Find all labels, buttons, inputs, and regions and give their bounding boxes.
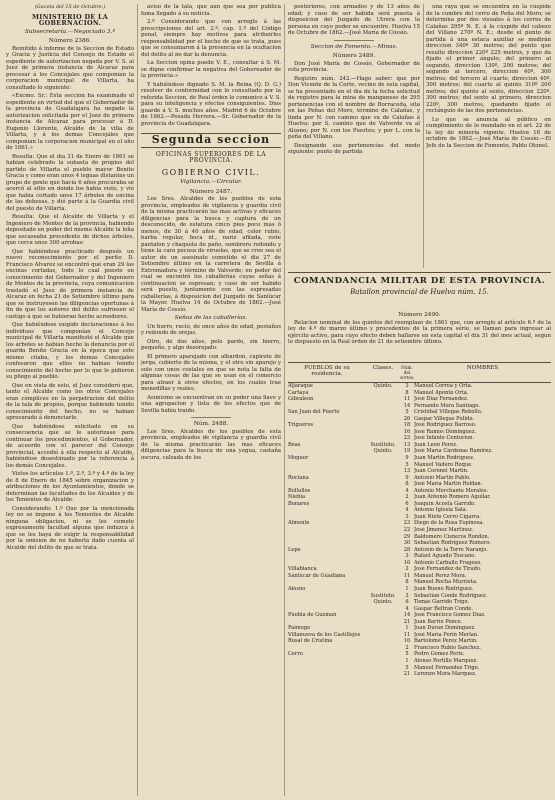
cell-nombre: Baldomero Cisneros Rondon.: [414, 533, 490, 540]
cell-num: 4: [405, 487, 409, 494]
paragraph: Don José María de Cossío, Gobernador de esta provincia.: [288, 60, 420, 73]
cell-nombre: Manuel Vadero Roque.: [414, 461, 473, 468]
cell-num: 9: [405, 455, 409, 462]
paragraph: Registro núm. 242.—Hago saber: que por Don Vicente de la Corte, vecino de esta capital, se ha presentado en el dia de la fecha solicitud de registro para la mina de manganeso de 295 pertenencias con el nombre de Borraceda, sita en las Peñas del Moro, término de Calañas, y linda por N. con camino que va de Calañas á Huelva; por S. camino que de Valverde va al Alosno; por N. con los Puertos; y por L. con la peña del Villano.: [288, 75, 420, 140]
cell-num: 28: [403, 546, 411, 553]
paragraph: Asimismo se encuentran en su poder una llave y una agrupacion y lista de los efectos que de Sevilla habia traido.: [141, 394, 281, 414]
number-heading: Número 2489.: [332, 53, 376, 59]
cell-nombre: Juan Antonio Romero Aguilar.: [414, 494, 491, 501]
paragraph: posteriores, con armados y de 13 años de edad; y caso de ser habida será puesta á disposicion del Juzgado de Utrera con la persona en cuyo poder se encuentre. Huelva 15 de Octubre de 1862.—José María de Cossío.: [288, 4, 420, 36]
cell-nombre: José Francisco Gomez Diaz.: [414, 612, 486, 619]
cell-num: 14: [403, 612, 411, 619]
column-rule: [284, 4, 285, 796]
cell-nombre: Diego de la Rosa Espinosa.: [414, 520, 484, 527]
cell-num: 2: [405, 494, 409, 501]
paragraph: Vistos los artículos 1.º, 2.º, 3.º y 4.º de la ley de 8 de Enero de 1845 sobre organizacion y atribuciones de los Ayuntamientos, donde se determinan las facultades de los Alcaldes y de los Tenientes de Alcalde.: [6, 471, 134, 503]
column-3: [288, 4, 420, 268]
cell-nombre: Antonio Merchante Morales.: [414, 487, 489, 494]
paragraph: Remitido á informe de la Seccion de Estado y Gracia y Justicia del Consejo de Estado el espediente de autorizacion negada por V. S. al Juez de primera instancia de Alcaraz para procesar á los Concejales que componian la corporacion municipal de Villarta, ha consultado lo siguiente:: [6, 45, 134, 91]
cell-num: 2: [405, 644, 409, 651]
cell-nombre: Juan Martin Rodriguez.: [414, 455, 475, 462]
cell-pueblo: Niebla: [288, 494, 306, 501]
cell-pueblo: Bonares: [288, 500, 310, 507]
cell-nombre: Rafael Aguado Toscano.: [414, 553, 476, 560]
cell-pueblo: Moguer: [288, 455, 309, 462]
cell-num: 4: [405, 507, 409, 514]
cell-num: 11: [403, 396, 411, 403]
number-heading: Número 2386.: [48, 38, 92, 44]
paragraph: Lo que se anuncia al público en cumplimiento de lo mandado en el art. 22 de la ley de minería vigente. Huelva 16 de octubre de 1862.—José María de Cossío.—El Jefe de la Seccion de Fomento, Pablo Otonel.: [426, 116, 551, 149]
cell-pueblo: Lepe: [288, 546, 301, 553]
cell-pueblo: Paimogo: [288, 625, 311, 632]
cell-num: 4: [405, 605, 409, 612]
cell-nombre: Fernando Mora Santiago.: [414, 402, 480, 409]
subsecretaria-heading: Subsecretaría.—Negociado 3.º: [24, 28, 116, 35]
cell-num: 11: [403, 572, 411, 579]
paragraph: Que en vista de esto, el Juez consideró que, tanto el Alcalde como los otros Concejales eran cómplices en la perpetracion del delito de la tala de propios, porque habiendo tenido conocimiento del hecho, no se habian apresurado á denunciarle.: [6, 382, 134, 421]
table-body: [288, 383, 551, 678]
newspaper-page: [6, 4, 551, 796]
cell-num: 3: [405, 553, 409, 560]
paragraph: aviso de la tala, que aun que sea por publica fama llegado á su noticia.: [141, 4, 281, 17]
cell-nombre: Gaspar Beltran Conde.: [414, 605, 474, 612]
cell-pueblo: Cartaya: [288, 389, 309, 396]
paragraph: Y habiéndose dignado S. M. la Reina (Q. D. G.) resolver de conformidad con lo consultado por la referida Seccion, de Real órden lo comunico á V. S. para su inteligencia y efectos consiguientes. Dios guarde á V. S. muchos años. Madrid 6 de Octubre de 1862.—Posada Herrera.—Sr. Gobernador de la provincia de Guadalajara.: [141, 81, 281, 127]
cell-num: 21: [403, 618, 411, 625]
cell-nombre: Bartolomé Perez Martin.: [414, 638, 478, 645]
cell-num: 13: [403, 468, 411, 475]
cell-num: 23: [403, 435, 411, 442]
cell-nombre: Cristóbal Villegas Rebollo.: [414, 409, 483, 416]
cell-num: 19: [403, 448, 411, 455]
cell-num: 14: [403, 402, 411, 409]
cell-pueblo: [288, 671, 366, 678]
paragraph: Un burro, rucio, de once años de edad, pestaños y redondo de orejas.: [141, 323, 281, 336]
cell-nombre: Alonso Portillo Marquez.: [414, 657, 478, 664]
cell-num: 11: [403, 631, 411, 638]
cell-nombre: José María Cárdenas Ramirez.: [414, 448, 493, 455]
header-clases: Clases.: [372, 365, 394, 371]
header-nombres: NOMBRES: [466, 365, 499, 371]
gazette-header: (Gaceta del 15 de Octubre.): [34, 4, 106, 10]
paragraph: Que habiéndose solicitado en su consecuencia que se le autorizase para continuar los procedimientos, el Gobernador, de acuerdo con el parecer del Consejo provincial, accedió á ella respecto al Alcalde, habiéndose desestimado por la referencia á los demás Concejales.: [6, 423, 134, 469]
cell-num: 8: [405, 389, 409, 396]
cell-nombre: Manuel Aponte Orta.: [414, 389, 469, 396]
cell-pueblo: Aljaraque: [288, 383, 313, 389]
paragraph: 2.º Considerando que con arreglo á las prescripciones del art. 2.º, cap. 1.º del Código penal, siempre hay motivos para atribuirles responsabilidad por el hecho de que se trata, pues que se consumaron á la presencia en la ocultacion del delito al no dar la denuncia.: [141, 19, 281, 58]
senas-heading: Señas de las caballerías.: [174, 315, 248, 321]
number-heading: Núm. 2488.: [193, 421, 229, 427]
cell-nombre: Antonio Carballo Fragoso.: [414, 559, 482, 566]
separator: [334, 40, 374, 41]
column-4: [426, 4, 551, 268]
cell-nombre: Juan Barrio Ponce.: [414, 618, 463, 625]
ministry-heading: MINISTERIO DE LA GOBERNACION.: [31, 12, 109, 27]
cell-nombre: Manuel Rocha Murrieta.: [414, 579, 478, 586]
cell-pueblo: Beas: [288, 441, 301, 448]
paragraph: Resulta: Que el Alcalde de Villarta y el Ingeniero de Montes de la provincia, habiendo depositado en poder del mismo Alcalde la leña que escaseaba procedente de dichos árboles, que cerca unos 300 arrobas:: [6, 214, 134, 246]
cell-pueblo: Bollullos: [288, 487, 311, 494]
separator: [191, 417, 231, 418]
cell-nombre: José María Ferin Merlan.: [414, 631, 479, 638]
cell-clase: Quinto.: [373, 599, 393, 606]
cell-num: 3: [405, 513, 409, 520]
column-rule: [423, 4, 424, 268]
column-2: [141, 4, 281, 463]
cell-nombre: Juan Leon Perez.: [414, 441, 458, 448]
cell-nombre: Manuel Correa y Orta.: [414, 383, 473, 389]
cell-nombre: Sebastian Rodriguez Romero.: [414, 540, 491, 547]
paragraph: Que habiéndose practicado después un nuevo reconocimiento por el perito D. Francisco Alvarez se encontró que eran 29 las encinas cortadas, todo lo cual puesto en conocimiento del Gobernador y del Ingeniero de Montes de la provincia, cuya comunicacion trasladó el Juez de primera instancia de Alcaraz en fecha 21 de Setiembre último para que se instruyesen las diligencias oportunas á fin de que los autores del delito sufriesen el castigo á que se hubieran hecho acreedores.: [6, 248, 134, 320]
cell-nombre: Lorenzo Mora Marquez.: [414, 671, 477, 678]
vigilancia-heading: Vigilancia.—Circular.: [179, 179, 243, 185]
cell-nombre: Pedro Gomez Periz.: [414, 651, 465, 658]
paragraph: Otro, de dos años, pelo pardo, sin hierro, pequeño, y algo desorejado.: [141, 338, 281, 351]
cell-nombre: Juan Nieto Cerro Cigarra.: [414, 513, 481, 520]
cell-num: 29: [403, 533, 411, 540]
cell-num: 5: [405, 651, 409, 658]
cell-pueblo: Cerro: [288, 651, 303, 658]
cell-num: 1: [405, 585, 409, 592]
government-heading: GOBIERNO CIVIL.: [161, 167, 261, 177]
paragraph: una raya que se encuentra en la cúspide de la cumbre del cerro de Peña del Moro; se determina por dos visuales á los cerros de Calañas 295º N. E. á la cúspide del cabezo del Villano 270º N. E.; desde el punto de partida á una estaca auxiliar se medirán direccion 340º 30 metros; del punto que resulte direccion 220º 225 metros, y que da fijado el primer ángulo; del primero al segundo, direccion 130º, 200 metros; del segundo al tercero, direccion 40º, 300 metros; del tercero al cuarto, direccion 40º, 300 metros; del cuarto al quinto 310º 200 metros; del quinto al sexto, direccion 220º, 300 metros; del sexto al primero, direccion 220º, 300 metros, quedando fijado el rectángulo de las dos pertenencias.: [426, 4, 551, 114]
cell-nombre: Juan Coronel Martin.: [414, 468, 469, 475]
cell-nombre: José Infante Centurion.: [414, 435, 475, 442]
cell-pueblo: Trigueros: [288, 422, 314, 429]
paragraph: Relacion nominal de los quintos del reemplazo de 1861 que, con arreglo al artículo 6.º de la ley de 4.º de marzo último y procedentes de la primera série, se llaman para ingresar al ejército activo, para cuyo efecto deben hallarse en esta capital el dia 31 del mes actual, segun lo dispuesto en la Real órden de 21 de setiembre último.: [288, 319, 551, 345]
paragraph: Resulta: Que el dia 31 de Enero de 1861 se habian celebrado la subasta de propios del partido de Villarta el pueblo mayor Benito Gracia y como eran unos 4 leguas distantes un grupo de gente que hacia 6 años procuraba se acercó al sitio en donde los habia visto, y vió que habia cortado unos 17 árboles de encina de las dehesas, y dió parte á la Guardia civil del puesto de Villarta.: [6, 153, 134, 212]
fomento-heading: Seccion de Fomento.—Minas.: [310, 43, 398, 50]
table-header: [288, 362, 551, 383]
comandancia-text: [288, 309, 551, 348]
paragraph: «Excmo. Sr.: Esta seccion ha examinado el espediente en virtud del que el Gobernador de la provincia de Guadalajara ha negado la autorizacion solicitada por el Juez de primera instancia de Alcaraz para procesar á D. Eugenio Llorente, Alcalde de la villa de Villarta, y á los demas Concejales que componian la corporacion municipal en el año de 1861.»: [6, 93, 134, 151]
number-heading: Número 2490.: [398, 312, 441, 318]
cell-num: 8: [405, 481, 409, 488]
paragraph: Los Sres. Alcaldes de los pueblos de esta provincia, empleados de vigilancia y guardia civil de la misma practicarán las mas activas y eficaces diligencias para la busca y captura de un desconocido, de estatura cinco pies poco mas ó menos, de 30 á 40 años de edad, color rubio, barba regular, boca id., nariz afilada, viste pantalon y chaqueta de paño, sombrero redondo y tiene la cara pecosa de viruelas, que se cree sea el autor de un asesinato cometido el dia 27 de Setiembre último en la carretera de Sevilla á Extremadura y término de Valverde; en poder del cual se encontró los caballerías cuyas señas á continuacion se espresan; y caso de ser habido será puesto, juntamente con las espresadas caballerías, á disposicion del Juzgado de Sanlúcar la Mayor. Huelva 14 de Octubre de 1862.—José María de Cossío.: [141, 196, 281, 313]
cell-num: 9: [405, 474, 409, 481]
cell-nombre: José Diaz Fernandez.: [414, 396, 469, 403]
cell-num: 22: [403, 527, 411, 534]
cell-nombre: José María Martin Roldan.: [414, 481, 483, 488]
cell-clase: Quinto.: [373, 383, 393, 389]
cell-num: 13: [403, 441, 411, 448]
paragraph: Que habiéndose exigido declaraciones á los individuos que componían el Concejo municipal de Villarta manifestó el Alcalde que los árboles se habian hecho la denuncia por el guarda Benito Gracia en la época que este mismo citaba, y los demas Concejales confesaron que ellos no habian tenido conocimiento del hecho por lo que le pidieron su pliego al pueblo.: [6, 322, 134, 380]
column-rule: [137, 4, 138, 796]
cell-pueblo: Rociana: [288, 474, 309, 481]
number-heading: Número 2487.: [189, 188, 233, 195]
cell-pueblo: Almonte: [288, 520, 310, 527]
cell-num: 16: [403, 638, 411, 645]
cell-nombre: Tomas Garrido Trigo.: [414, 599, 470, 606]
cell-pueblo: Alosno: [288, 585, 306, 592]
cell-num: 16: [403, 559, 411, 566]
cell-num: 1: [405, 657, 409, 664]
header-pueblos: PUEBLOS de su residencia.: [304, 365, 350, 377]
cell-clase: Sustituto.: [370, 441, 396, 448]
cell-num: 21: [403, 671, 411, 678]
cell-num: 16: [403, 428, 411, 435]
cell-pueblo: Villanueva de los Castillejos: [288, 631, 361, 638]
batallon-heading: Batallon provincial de Huelva núm. 15.: [350, 288, 489, 296]
cell-num: 26: [403, 415, 411, 422]
quintos-table: [288, 362, 551, 678]
cell-nombre: Francisco Rubio Sanchez.: [414, 644, 481, 651]
cell-num: 23: [403, 520, 411, 527]
cell-nombre: Manuel Perez Mora.: [414, 572, 467, 579]
cell-num: 30: [403, 540, 411, 547]
cell-clase: Sustituto.: [370, 592, 396, 599]
cell-num: 5: [405, 461, 409, 468]
cell-nombre: José Fernandez de Tirado.: [414, 566, 482, 573]
cell-pueblo: Villablanca: [288, 566, 317, 573]
cell-num: 8: [405, 579, 409, 586]
cell-num: 5: [405, 664, 409, 671]
cell-num: 6: [405, 599, 409, 606]
cell-nombre: Juan Duran Dominguez.: [414, 625, 476, 632]
section-heading: Segunda seccion: [141, 133, 281, 148]
paragraph: Considerando: 1.º Que por la mencionada ley no se impone á los Tenientes de Alcalde ninguna obligacion, ni se les comete expresamente facultad alguna que induzca á que se les haya de exigir la responsabilidad por la omision de no haberla dado cuenta al Alcalde del delito de que se trata.: [6, 505, 134, 551]
cell-nombre: Antonio Iglesia Sala.: [414, 507, 468, 514]
cell-nombre: José Rodriguez Barroso.: [414, 422, 477, 429]
cell-pueblo: Gibraleon: [288, 396, 314, 403]
cell-num: 6: [405, 500, 409, 507]
cell-clase: Quinto.: [373, 448, 393, 455]
paragraph: Los Sres. Alcaldes de los pueblos de esta provincia, empleados de vigilancia y guardia civil de la misma practicarán las mas eficaces diligencias para la busca de una yegua, castaña oscura, calzada de los: [141, 428, 281, 461]
cell-nombre: Joaquin Acosta Garrido.: [414, 500, 476, 507]
cell-nombre: José Jimenez Martinez.: [414, 527, 474, 534]
cell-nombre: Juan Bueno Rodriguez.: [414, 585, 474, 592]
cell-nombre: Manuel Fernandez Trigo.: [414, 664, 480, 671]
cell-num: 5: [405, 409, 409, 416]
cell-num: 3: [405, 383, 409, 389]
cell-nombre: José Ramos Dominguez.: [414, 428, 477, 435]
cell-nombre: Antonio Martin Pablo.: [414, 474, 471, 481]
cell-pueblo: Puebla de Guzman: [288, 612, 337, 619]
cell-pueblo: Rosal de Cristina: [288, 638, 333, 645]
cell-nombre: Gaspar Villegas Pulido.: [414, 415, 474, 422]
cell-clase: [366, 671, 400, 678]
cell-num: 3: [405, 592, 409, 599]
cell-num: 1: [405, 625, 409, 632]
header-num: Núm. del sorteo.: [400, 365, 415, 380]
column-1: [6, 4, 134, 553]
paragraph: Designando sus pertenencias del modo siguiente: punto de partida: [288, 142, 420, 155]
table-row: [288, 671, 551, 678]
cell-pueblo: San Juan del Puerto: [288, 409, 340, 416]
cell-num: 2: [405, 566, 409, 573]
cell-nombre: Sebastian Conde Rodriguez.: [414, 592, 488, 599]
offices-heading: OFICINAS SUPERIORES DE LA PROVINCIA.: [155, 150, 267, 164]
cell-pueblo: Sanlúcar de Guadiana: [288, 572, 346, 579]
paragraph: La Seccion opina puede V. E., consultar á S. M. se digne confirmar la negativa del Gobernador de la provincia.»: [141, 60, 281, 79]
cell-nombre: Antonio de la Torre Naranjo.: [414, 546, 488, 553]
paragraph: El primero aparejado con albardon, capirote de jerga, cubierto de la misma, y el otro sin aparejo y solo con unos costales en que se nota la falta de algunas cosas de las que se usan en el comercio para atraer á otros efectos, en los cuales trae monedillas y reales.: [141, 353, 281, 392]
comandancia-heading: COMANDANCIA MILITAR DE ESTA PROVINCIA.: [288, 272, 551, 286]
cell-num: 18: [403, 422, 411, 429]
